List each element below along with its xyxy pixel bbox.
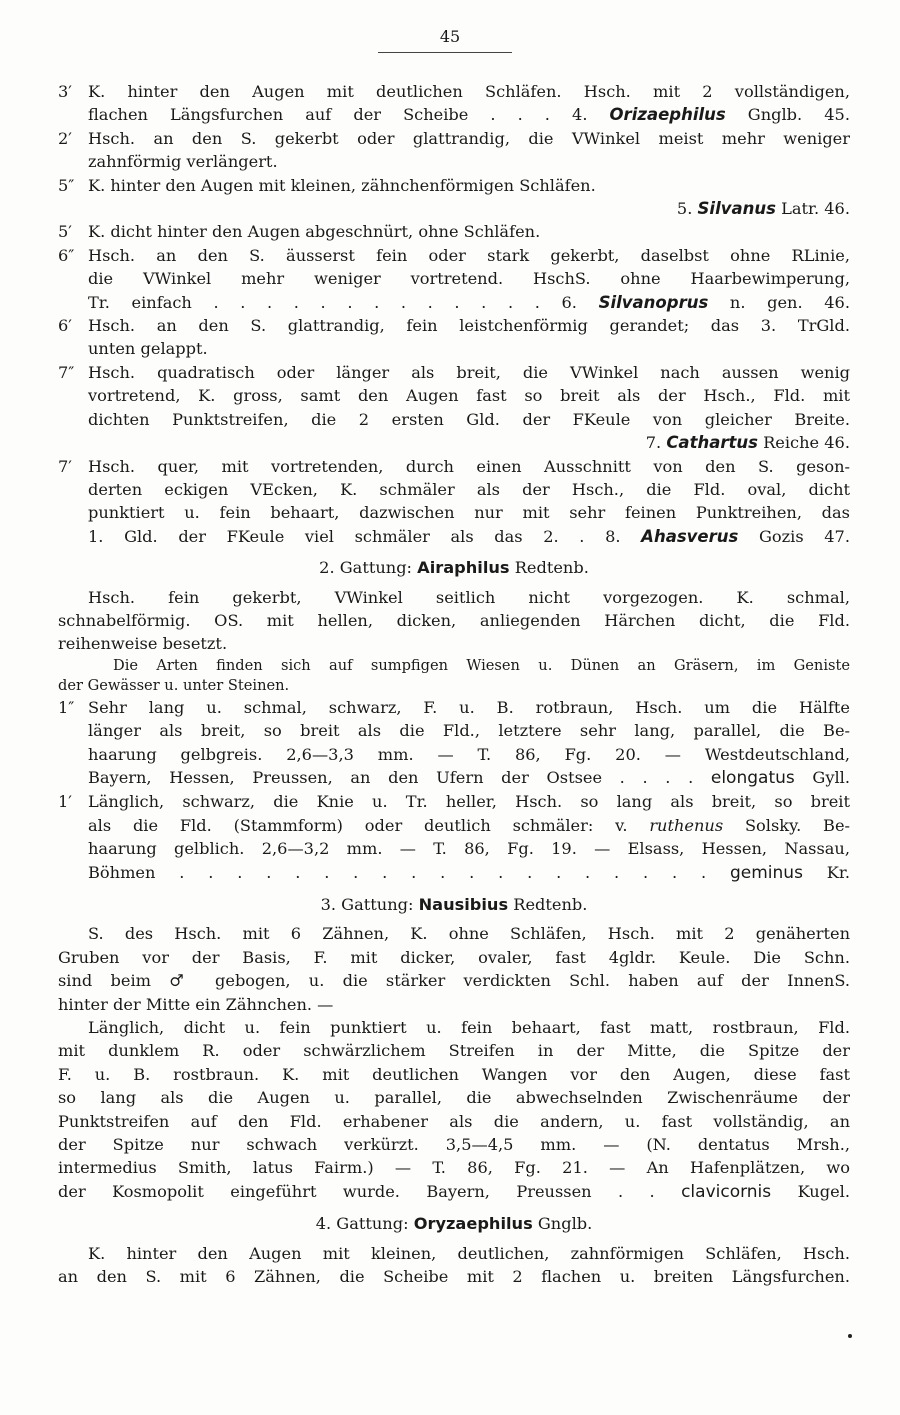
species-author: Kr. xyxy=(826,862,850,882)
key-line: Hsch. quadratisch oder länger als breit, die VWinkel nach aussen wenig xyxy=(88,362,850,382)
key-number: 1″ xyxy=(58,697,75,717)
habitat-note xyxy=(58,656,850,696)
section-heading-airaphilus xyxy=(58,556,850,579)
species-description-clavicornis xyxy=(58,1016,850,1204)
genus-name: Cathartus xyxy=(666,433,758,453)
key-line: K. hinter den Augen mit deutlichen Schläfen. Hsch. mit 2 vollständigen, xyxy=(88,82,850,101)
genus-author: Latr. 46. xyxy=(781,199,850,219)
species-line: so lang als die Augen u. parallel, die abwechselnden Zwischenräume der xyxy=(58,1088,850,1108)
species-line: F. u. B. rostbraun. K. mit deutlichen Wangen vor den Augen, diese fast xyxy=(58,1064,850,1084)
note-line: der Gewässer u. unter Steinen. xyxy=(58,676,290,694)
heading-prefix: 2. Gattung: xyxy=(319,558,413,578)
key-entry-3b xyxy=(58,80,850,127)
para-line: S. des Hsch. mit 6 Zähnen, K. ohne Schläfen, Hsch. mit 2 genäherten xyxy=(88,924,850,944)
variety-author: Solsky. Be- xyxy=(744,815,850,835)
species-line: der Spitze nur schwach verkürzt. 3,5—4,5 mm. — (N. dentatus Mrsh., xyxy=(58,1135,850,1155)
key-entry-5a xyxy=(58,174,850,221)
key-entry-6a xyxy=(58,244,850,314)
species-line: Länglich, schwarz, die Knie u. Tr. heller, Hsch. so lang als breit, so breit xyxy=(88,792,850,812)
header-rule xyxy=(378,52,512,53)
genus-author: Gozis 47. xyxy=(758,526,850,546)
para-line: Gruben vor der Basis, F. mit dicker, ovaler, fast 4gldr. Keule. Die Schn. xyxy=(58,947,850,967)
key-line: 1. Gld. der FKeule viel schmäler als das 2. . 8. xyxy=(88,526,621,546)
key-line: Hsch. an den S. äusserst fein oder stark gekerbt, daselbst ohne RLinie, xyxy=(88,245,850,265)
genus-name: Ahasverus xyxy=(641,526,739,546)
heading-prefix: 4. Gattung: xyxy=(315,1214,409,1234)
section-heading-nausibius xyxy=(58,893,850,916)
para-line: schnabelförmig. OS. mit hellen, dicken, anliegenden Härchen dicht, die Fld. xyxy=(58,610,850,630)
key-number: 7′ xyxy=(58,456,72,476)
species-line: der Kosmopolit eingeführt wurde. Bayern, Preussen . . xyxy=(58,1181,655,1201)
page-number: 45 xyxy=(439,27,461,46)
key-line: flachen Längsfurchen auf der Scheibe . . . 4. xyxy=(88,105,588,125)
key-line: Hsch. quer, mit vortretenden, durch einen Ausschnitt von den S. geson- xyxy=(88,456,850,476)
genus-name: Silvanoprus xyxy=(598,292,709,312)
key-number: 1′ xyxy=(58,792,72,812)
species-line: Länglich, dicht u. fein punktiert u. fein behaart, fast matt, rostbraun, Fld. xyxy=(88,1018,850,1038)
key-number: 6′ xyxy=(58,316,72,336)
para-line: hinter der Mitte ein Zähnchen. — xyxy=(58,994,334,1014)
heading-author: Redtenb. xyxy=(514,558,589,578)
para-line: an den S. mit 6 Zähnen, die Scheibe mit 2 flachen u. breiten Längsfurchen. xyxy=(58,1267,850,1287)
section-heading-oryzaephilus xyxy=(58,1212,850,1235)
variety-name: ruthenus xyxy=(649,815,724,835)
genus-name: Orizaephilus xyxy=(609,105,726,125)
key-entry-7b xyxy=(58,455,850,549)
heading-author: Redtenb. xyxy=(513,895,588,914)
key-line: derten eckigen VEcken, K. schmäler als der Hsch., die Fld. oval, dicht xyxy=(88,479,850,499)
genus-prefix: 5. xyxy=(676,199,693,219)
key-number: 5′ xyxy=(58,222,72,242)
para-line: K. hinter den Augen mit kleinen, deutlichen, zahnförmigen Schläfen, Hsch. xyxy=(88,1243,850,1263)
genus-description xyxy=(58,1242,850,1289)
species-line: Böhmen . . . . . . . . . . . . . . . . . . . xyxy=(88,862,707,882)
key-entry-5b xyxy=(58,220,850,243)
note-line: Die Arten finden sich auf sumpfigen Wiesen u. Dünen an Gräsern, im Geniste xyxy=(113,656,850,674)
genus-description xyxy=(58,922,850,1016)
key-entry-2b xyxy=(58,127,850,174)
heading-author: Gnglb. xyxy=(537,1214,593,1234)
key-number: 2′ xyxy=(58,128,72,148)
key-line: vortretend, K. gross, samt den Augen fast so breit als der Hsch., Fld. mit xyxy=(88,386,850,406)
para-line: reihenweise besetzt. xyxy=(58,634,228,654)
genus-description xyxy=(58,586,850,656)
genus-author: n. gen. 46. xyxy=(729,292,851,312)
species-name: clavicornis xyxy=(681,1181,772,1202)
key-line: Hsch. an den S. gekerbt oder glattrandig, die VWinkel meist mehr weniger xyxy=(88,128,850,148)
heading-prefix: 3. Gattung: xyxy=(320,895,414,914)
species-author: Gyll. xyxy=(812,767,850,787)
species-line: haarung gelbgreis. 2,6—3,3 mm. — T. 86, Fg. 20. — Westdeutschland, xyxy=(88,744,850,764)
page-body xyxy=(58,80,850,1289)
key-line: unten gelappt. xyxy=(88,339,208,359)
key-number: 5″ xyxy=(58,175,75,195)
heading-genus: Nausibius xyxy=(418,895,509,914)
genus-author: Reiche 46. xyxy=(763,433,850,453)
key-line: zahnförmig verlängert. xyxy=(88,152,278,172)
species-entry-elongatus xyxy=(58,696,850,791)
key-line: punktiert u. fein behaart, dazwischen nur mit sehr feinen Punktreihen, das xyxy=(88,503,850,523)
key-line: die VWinkel mehr weniger vortretend. HschS. ohne Haarbewimperung, xyxy=(88,269,850,289)
genus-author: Gnglb. 45. xyxy=(747,105,850,125)
species-line: als die Fld. (Stammform) oder deutlich schmäler: v. xyxy=(88,815,628,835)
key-line: dichten Punktstreifen, die 2 ersten Gld. der FKeule von gleicher Breite. xyxy=(88,409,850,429)
key-line: Tr. einfach . . . . . . . . . . . . . 6. xyxy=(88,292,577,312)
species-line: länger als breit, so breit als die Fld., letztere sehr lang, parallel, die Be- xyxy=(88,721,850,741)
genus-name: Silvanus xyxy=(697,199,776,219)
species-line: Punktstreifen auf den Fld. erhabener als die andern, u. fast vollständig, an xyxy=(58,1111,850,1131)
species-name: geminus xyxy=(730,862,803,883)
species-author: Kugel. xyxy=(797,1181,850,1201)
genus-prefix: 7. xyxy=(645,433,662,453)
ink-speck xyxy=(848,1334,852,1338)
species-entry-geminus xyxy=(58,790,850,885)
para-line: Hsch. fein gekerbt, VWinkel seitlich nicht vorgezogen. K. schmal, xyxy=(88,587,850,607)
key-line: K. hinter den Augen mit kleinen, zähnchenförmigen Schläfen. xyxy=(88,175,596,195)
species-line: haarung gelblich. 2,6—3,2 mm. — T. 86, Fg. 19. — Elsass, Hessen, Nassau, xyxy=(88,839,850,859)
para-line: sind beim ♂ gebogen, u. die stärker verdickten Schl. haben auf der InnenS. xyxy=(58,971,850,991)
species-name: elongatus xyxy=(710,767,795,788)
heading-genus: Airaphilus xyxy=(417,558,510,578)
key-line: Hsch. an den S. glattrandig, fein leistchenförmig gerandet; das 3. TrGld. xyxy=(88,316,850,336)
species-line: Bayern, Hessen, Preussen, an den Ufern der Ostsee . . . . xyxy=(88,767,694,787)
key-entry-6b xyxy=(58,314,850,361)
key-entry-7a xyxy=(58,361,850,455)
species-line: intermedius Smith, latus Fairm.) — T. 86, Fg. 21. — An Hafenplätzen, wo xyxy=(58,1158,850,1178)
heading-genus: Oryzaephilus xyxy=(413,1214,533,1234)
key-number: 6″ xyxy=(58,245,75,265)
species-line: mit dunklem R. oder schwärzlichem Streifen in der Mitte, die Spitze der xyxy=(58,1041,850,1061)
key-number: 3′ xyxy=(58,82,72,101)
species-line: Sehr lang u. schmal, schwarz, F. u. B. rotbraun, Hsch. um die Hälfte xyxy=(88,697,850,717)
key-number: 7″ xyxy=(58,362,75,382)
key-line: K. dicht hinter den Augen abgeschnürt, ohne Schläfen. xyxy=(88,222,541,242)
